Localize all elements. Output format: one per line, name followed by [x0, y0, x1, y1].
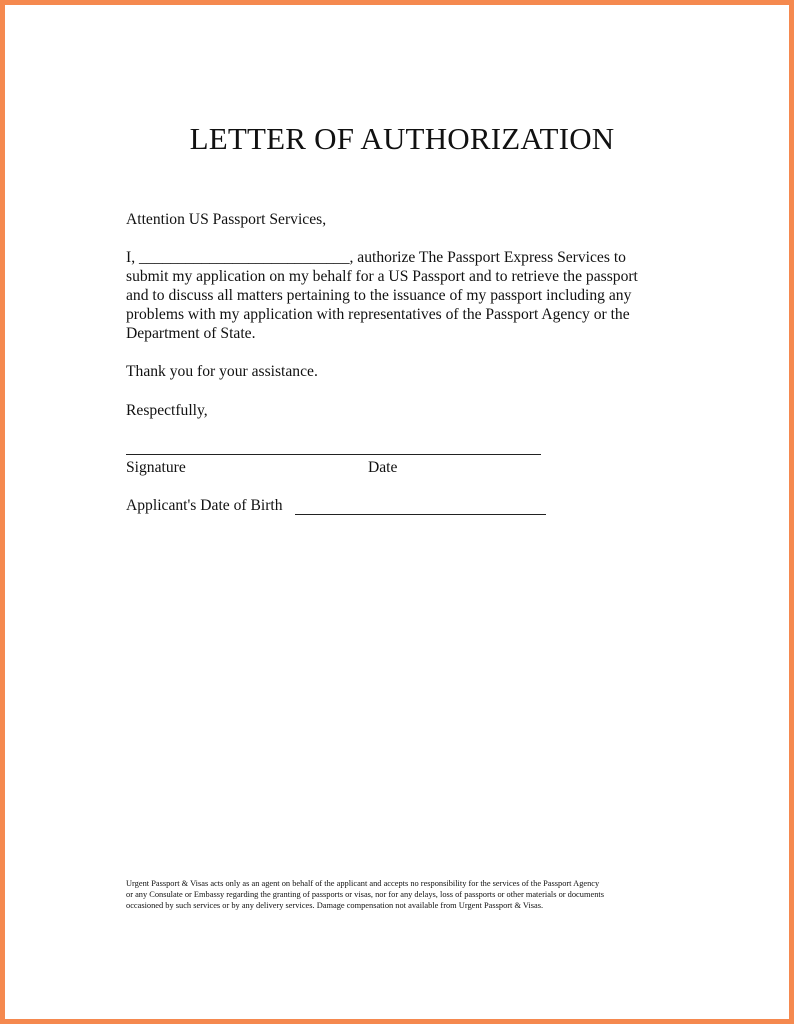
disclaimer-line: Urgent Passport & Visas acts only as an agent on behalf of the applicant and accepts no responsibility for the services of the Passport Agency — [126, 879, 600, 888]
paragraph-line: and to discuss all matters pertaining to the issuance of my passport including any — [126, 287, 632, 304]
date-of-birth-label: Applicant's Date of Birth — [126, 497, 283, 514]
paragraph-line: I, ___________________________, authorize The Passport Express Services to — [126, 249, 626, 266]
greeting: Attention US Passport Services, — [126, 211, 327, 228]
paragraph-line: Department of State. — [126, 325, 256, 342]
closing-line: Respectfully, — [126, 402, 208, 419]
paragraph-line: problems with my application with representatives of the Passport Agency or the — [126, 306, 630, 323]
signature-line — [126, 454, 541, 455]
document-title: LETTER OF AUTHORIZATION — [189, 121, 615, 156]
date-of-birth-line — [295, 514, 546, 515]
disclaimer-line: occasioned by such services or by any delivery services. Damage compensation not available from Urgent Passport & Visas. — [126, 901, 544, 910]
authorization-paragraph — [126, 248, 638, 343]
thanks-line: Thank you for your assistance. — [126, 363, 318, 380]
signature-label: Signature — [126, 459, 186, 476]
disclaimer — [126, 878, 686, 911]
date-label: Date — [368, 459, 398, 476]
disclaimer-line: or any Consulate or Embassy regarding the granting of passports or visas, nor for any delays, loss of passports or other materials or documents — [126, 890, 604, 899]
paragraph-line: submit my application on my behalf for a US Passport and to retrieve the passport — [126, 268, 638, 285]
